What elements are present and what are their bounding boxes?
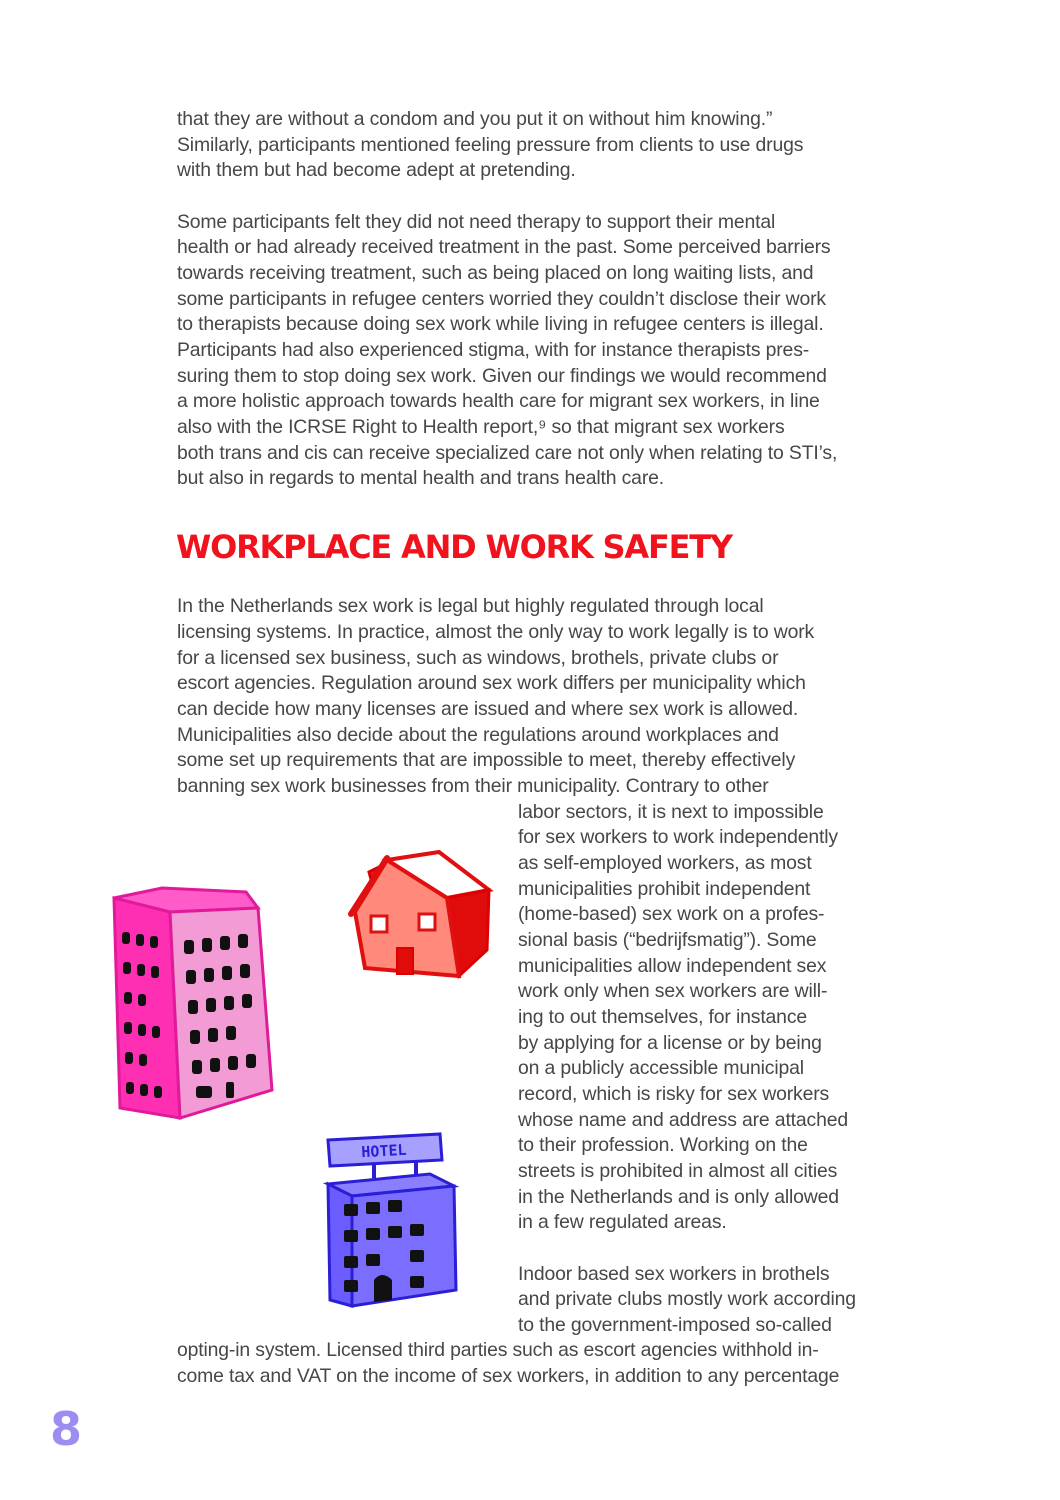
text-line: towards receiving treatment, such as being placed on long waiting lists, and	[177, 262, 814, 284]
text-line: to therapists because doing sex work while living in refugee centers is illegal.	[177, 313, 824, 335]
text-line: a more holistic approach towards health care for migrant sex workers, in line	[177, 390, 820, 412]
text-line: whose name and address are attached	[518, 1109, 848, 1131]
text-line: municipalities prohibit independent	[518, 878, 811, 900]
text-line: with them but had become adept at pretending.	[177, 159, 576, 181]
text-line: but also in regards to mental health and trans health care.	[177, 467, 664, 489]
text-line: escort agencies. Regulation around sex work differs per municipality which	[177, 672, 806, 694]
text-line: on a publicly accessible municipal	[518, 1057, 804, 1079]
text-line: record, which is risky for sex workers	[518, 1083, 830, 1105]
text-line: ing to out themselves, for instance	[518, 1006, 807, 1028]
text-line: in the Netherlands and is only allowed	[518, 1186, 839, 1208]
text-line: sional basis (“bedrijfsmatig”). Some	[518, 929, 817, 951]
text-line: for sex workers to work independently	[518, 826, 838, 848]
text-line: Similarly, participants mentioned feeling pressure from clients to use drugs	[177, 134, 804, 156]
text-line: in a few regulated areas.	[518, 1211, 727, 1233]
text-line: some set up requirements that are impossible to meet, thereby effectively	[177, 749, 796, 771]
text-line: municipalities allow independent sex	[518, 955, 827, 977]
text-line: that they are without a condom and you put it on without him knowing.”	[177, 108, 773, 130]
text-line: for a licensed sex business, such as windows, brothels, private clubs or	[177, 647, 779, 669]
text-line: Some participants felt they did not need therapy to support their mental	[177, 211, 776, 233]
text-line: can decide how many licenses are issued and where sex work is allowed.	[177, 698, 799, 720]
pink-building-illustration	[108, 882, 276, 1122]
hotel-sign-text: HOTEL	[360, 1140, 407, 1162]
section-heading: WORKPLACE AND WORK SAFETY	[176, 528, 732, 566]
text-line: banning sex work businesses from their municipality. Contrary to other	[177, 775, 769, 797]
page-number: 8	[50, 1402, 83, 1456]
text-line: (home-based) sex work on a profes-	[518, 903, 825, 925]
text-line: to the government-imposed so-called	[518, 1314, 832, 1336]
text-line: come tax and VAT on the income of sex workers, in addition to any percentage	[177, 1365, 840, 1387]
text-line: In the Netherlands sex work is legal but highly regulated through local	[177, 595, 764, 617]
text-line: opting-in system. Licensed third parties such as escort agencies withhold in-	[177, 1339, 819, 1361]
text-line: licensing systems. In practice, almost the only way to work legally is to work	[177, 621, 815, 643]
text-line: Participants had also experienced stigma, with for instance therapists pres-	[177, 339, 810, 361]
text-line: also with the ICRSE Right to Health report,⁹ so that migrant sex workers	[177, 416, 785, 438]
text-line: by applying for a license or by being	[518, 1032, 822, 1054]
text-line: as self-employed workers, as most	[518, 852, 812, 874]
text-line: suring them to stop doing sex work. Given our findings we would recommend	[177, 365, 827, 387]
text-line: work only when sex workers are will-	[518, 980, 828, 1002]
text-line: labor sectors, it is next to impossible	[518, 801, 824, 823]
blue-hotel-illustration	[322, 1130, 462, 1310]
text-line: to their profession. Working on the	[518, 1134, 808, 1156]
text-line: some participants in refugee centers worried they couldn’t disclose their work	[177, 288, 826, 310]
text-line: streets is prohibited in almost all cities	[518, 1160, 838, 1182]
text-line: Indoor based sex workers in brothels	[518, 1263, 830, 1285]
text-line: and private clubs mostly work according	[518, 1288, 856, 1310]
text-line: both trans and cis can receive specialized care not only when relating to STI’s,	[177, 442, 838, 464]
text-line: health or had already received treatment in the past. Some perceived barriers	[177, 236, 831, 258]
red-house-illustration	[347, 850, 497, 980]
text-line: Municipalities also decide about the regulations around workplaces and	[177, 724, 779, 746]
